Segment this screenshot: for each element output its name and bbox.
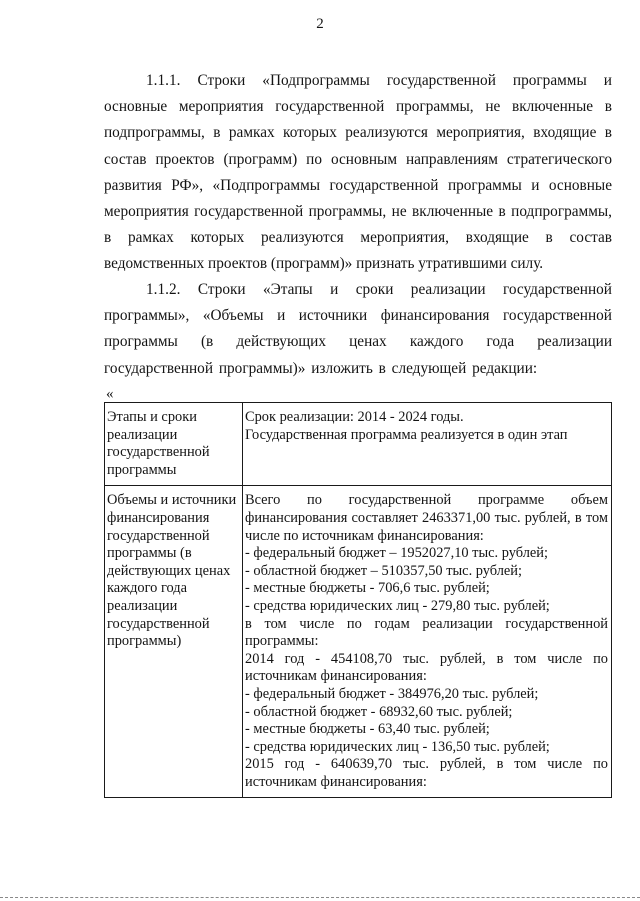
value-line: 2015 год - 640639,70 тыс. рублей, в том числе по источникам финансирования: [245, 756, 608, 790]
value-line: - областной бюджет - 68932,60 тыс. рублей; [245, 703, 513, 720]
value-line: - местные бюджеты - 706,6 тыс. рублей; [245, 580, 490, 597]
row-value-financing [243, 486, 612, 798]
value-line: - федеральный бюджет – 1952027,10 тыс. рублей; [245, 545, 548, 562]
value-line: - средства юридических лиц - 136,50 тыс. рублей; [245, 738, 550, 755]
row-value-stages [243, 403, 612, 486]
value-line: - средства юридических лиц - 279,80 тыс. рублей; [245, 597, 550, 614]
paragraph-1-1-2: 1.1.2. Строки «Этапы и сроки реализации государственной программы», «Объемы и источники финансирования государственной программы (в действующих ценах каждого года реализации государственной программы)» изложить в следующей редакции: [104, 281, 612, 377]
page-bottom-edge [0, 897, 640, 898]
value-line: Срок реализации: 2014 - 2024 годы. [245, 409, 464, 425]
paragraph-1-1-1: 1.1.1. Строки «Подпрограммы государственной программы и основные мероприятия государственной программы, не включенные в подпрограммы, в рамках которых реализуются мероприятия, входящие в состав проектов (программ) по основным направлениям стратегического развития РФ», «Подпрограммы государственной программы и основные мероприятия государственной программы, не включенные в подпрограммы, в рамках которых реализуются мероприятия, входящие в состав ведомственных проектов (программ)» признать утратившими силу. [104, 72, 612, 273]
table-row-financing [105, 486, 612, 798]
value-line: 2014 год - 454108,70 тыс. рублей, в том числе по источникам финансирования: [245, 650, 608, 685]
row-label-financing: Объемы и источники финансирования государственной программы (в действующих ценах каждого года реализации государственной программы) [105, 486, 243, 798]
value-line: в том числе по годам реализации государственной программы: [245, 615, 608, 650]
value-line: Государственная программа реализуется в один этап [245, 426, 568, 443]
table-row-stages [105, 403, 612, 486]
value-line: - областной бюджет – 510357,50 тыс. рублей; [245, 562, 523, 579]
program-passport-table [104, 402, 612, 798]
row-label-stages: Этапы и сроки реализации государственной программы [105, 403, 243, 486]
value-line: - местные бюджеты - 63,40 тыс. рублей; [245, 721, 490, 738]
page-number: 2 [316, 16, 324, 32]
value-line: - федеральный бюджет - 384976,20 тыс. рублей; [245, 685, 539, 702]
opening-quote-mark: « [106, 386, 114, 402]
value-line: Всего по государственной программе объем финансирования составляет 2463371,00 тыс. рублей, в том числе по источникам финансирования: [245, 492, 608, 544]
